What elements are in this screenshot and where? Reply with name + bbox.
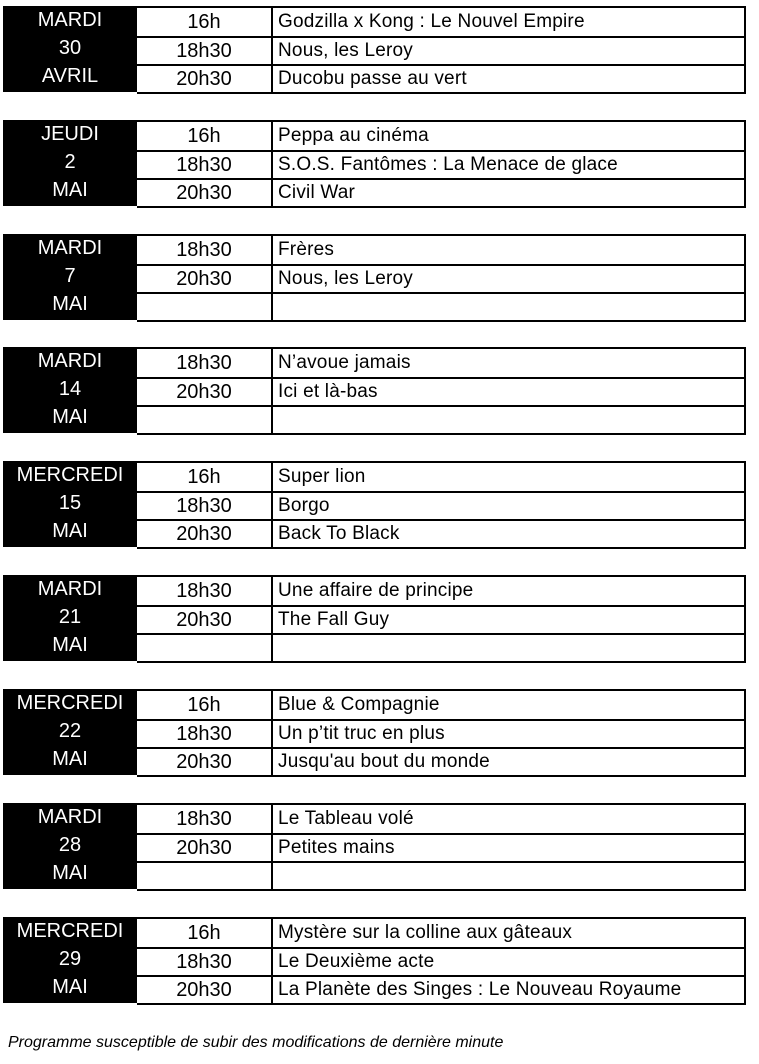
showtime-row [137,805,744,833]
showtime-row [137,178,744,206]
showtime-row [137,747,744,775]
film-title: Borgo [278,495,330,516]
showtime-time: 20h30 [137,180,273,206]
schedule-day-block [3,803,746,889]
film-title: Ducobu passe au vert [278,68,467,89]
film-title: Jusqu'au bout du monde [278,751,490,772]
day-number: 29 [58,948,82,970]
film-title: Une affaire de principe [278,580,474,601]
showtime-time: 20h30 [137,607,273,633]
film-title: Peppa au cinéma [278,125,429,146]
disclaimer-note: Programme susceptible de subir des modifications de dernière minute [8,1034,504,1051]
showtime-row [137,36,744,64]
showtime-time: 18h30 [137,805,273,833]
showtime-time: 20h30 [137,749,273,775]
showtime-row [137,8,744,36]
film-title: Mystère sur la colline aux gâteaux [278,922,573,943]
showtime-row [137,577,744,605]
showtime-row [137,491,744,519]
showtime-time: 18h30 [137,349,273,377]
showtime-time: 16h [137,8,273,36]
film-title: S.O.S. Fantômes : La Menace de glace [278,154,618,175]
showtime-time: 18h30 [137,152,273,178]
day-number: 30 [58,37,82,59]
showtime-row [137,719,744,747]
weekday-label: MARDI [37,237,103,259]
showtime-row [137,405,744,433]
showtime-grid [137,803,746,891]
showtime-row [137,519,744,547]
showtime-time: 18h30 [137,38,273,64]
film-title: Le Tableau volé [278,808,414,829]
showtime-row [137,349,744,377]
film-title: Le Deuxième acte [278,951,435,972]
showtime-time: 18h30 [137,236,273,264]
showtime-time: 20h30 [137,379,273,405]
showtime-time [137,635,273,661]
showtime-time: 18h30 [137,493,273,519]
month-label: AVRIL [41,65,99,87]
showtime-row [137,691,744,719]
schedule-day-block [3,6,746,92]
showtime-grid [137,347,746,435]
showtime-grid [137,575,746,663]
showtime-time: 20h30 [137,521,273,547]
month-label: MAI [52,634,88,656]
month-label: MAI [52,520,88,542]
day-number: 2 [64,151,76,173]
showtime-grid [137,120,746,208]
showtime-grid [137,689,746,777]
film-title: Nous, les Leroy [278,40,414,61]
day-label [3,120,137,206]
showtime-time: 20h30 [137,66,273,92]
month-label: MAI [52,862,88,884]
showtime-row [137,122,744,150]
schedule-day-block [3,234,746,320]
showtime-grid [137,234,746,322]
weekday-label: MARDI [37,350,103,372]
film-title: The Fall Guy [278,609,390,630]
showtime-time: 16h [137,919,273,947]
showtime-row [137,947,744,975]
showtime-row [137,633,744,661]
day-label [3,234,137,320]
showtime-time [137,863,273,889]
film-title: La Planète des Singes : Le Nouveau Royaume [278,979,682,1000]
showtime-row [137,975,744,1003]
weekday-label: JEUDI [41,123,99,145]
showtime-row [137,264,744,292]
weekday-label: MERCREDI [16,692,124,714]
showtime-grid [137,6,746,94]
film-title: Frères [278,239,335,260]
film-title: Ici et là-bas [278,381,378,402]
month-label: MAI [52,406,88,428]
schedule-day-block [3,461,746,547]
weekday-label: MERCREDI [16,464,124,486]
weekday-label: MARDI [37,806,103,828]
film-title: Back To Black [278,523,400,544]
schedule-day-block [3,917,746,1003]
month-label: MAI [52,179,88,201]
showtime-row [137,861,744,889]
weekday-label: MARDI [37,9,103,31]
showtime-grid [137,461,746,549]
day-label [3,689,137,775]
month-label: MAI [52,748,88,770]
film-title: Un p’tit truc en plus [278,723,445,744]
month-label: MAI [52,976,88,998]
day-number: 22 [58,720,82,742]
showtime-time: 20h30 [137,266,273,292]
day-number: 7 [64,265,76,287]
showtime-time: 20h30 [137,977,273,1003]
showtime-time: 16h [137,463,273,491]
day-number: 21 [58,606,82,628]
day-label [3,347,137,433]
showtime-time: 18h30 [137,721,273,747]
showtime-time [137,294,273,320]
film-title: Super lion [278,466,366,487]
day-label [3,803,137,889]
day-number: 15 [58,492,82,514]
showtime-grid [137,917,746,1005]
film-title: N’avoue jamais [278,352,411,373]
schedule-day-block [3,347,746,433]
day-label [3,461,137,547]
day-number: 28 [58,834,82,856]
showtime-row [137,463,744,491]
showtime-row [137,605,744,633]
film-title: Nous, les Leroy [278,268,414,289]
showtime-row [137,236,744,264]
showtime-time: 16h [137,122,273,150]
day-label [3,575,137,661]
showtime-time: 18h30 [137,577,273,605]
showtime-row [137,919,744,947]
showtime-time: 16h [137,691,273,719]
day-label [3,6,137,92]
showtime-row [137,377,744,405]
showtime-row [137,150,744,178]
schedule-day-block [3,575,746,661]
day-label [3,917,137,1003]
showtime-row [137,292,744,320]
showtime-row [137,64,744,92]
showtime-time: 20h30 [137,835,273,861]
month-label: MAI [52,293,88,315]
day-number: 14 [58,378,82,400]
film-title: Petites mains [278,837,395,858]
film-title: Godzilla x Kong : Le Nouvel Empire [278,11,585,32]
showtime-time [137,407,273,433]
weekday-label: MARDI [37,578,103,600]
showtime-row [137,833,744,861]
weekday-label: MERCREDI [16,920,124,942]
schedule-day-block [3,120,746,206]
showtime-time: 18h30 [137,949,273,975]
film-title: Civil War [278,182,356,203]
schedule-day-block [3,689,746,775]
film-title: Blue & Compagnie [278,694,440,715]
